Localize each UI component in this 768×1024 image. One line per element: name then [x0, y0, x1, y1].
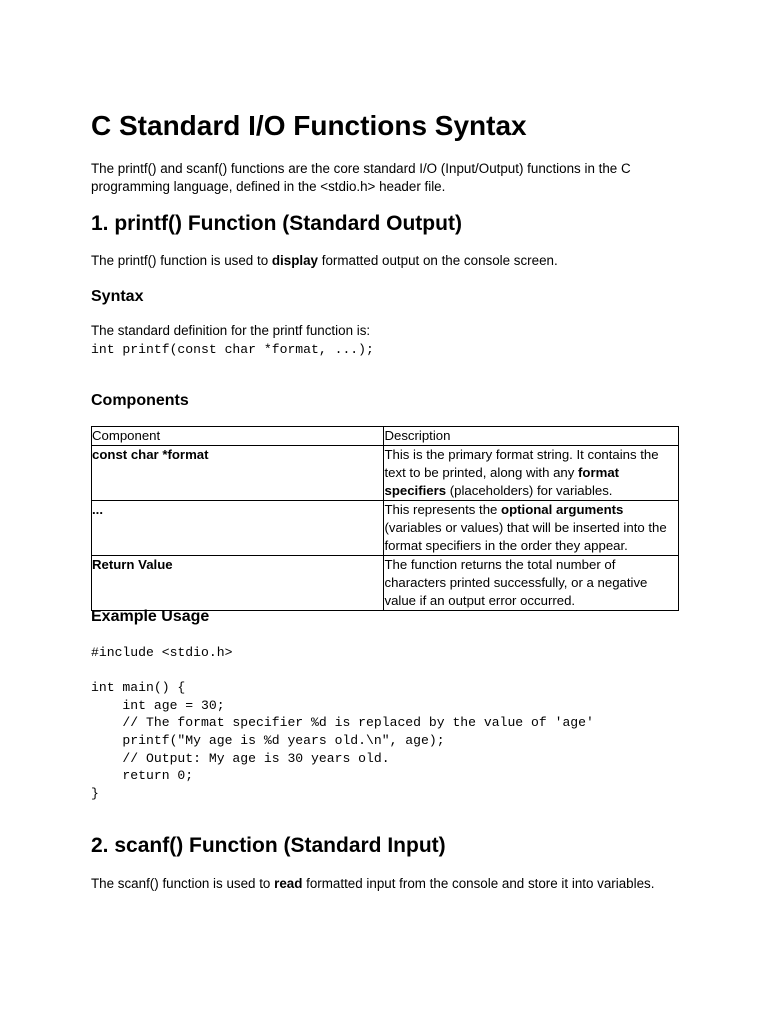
- section2-heading: 2. scanf() Function (Standard Input): [91, 834, 446, 857]
- section2-description: [91, 875, 681, 893]
- table-cell-component: [92, 501, 384, 556]
- example-code-block: #include <stdio.h> int main() { int age = 30; // The format specifier %d is replaced by the value of 'age' printf("My age is %d years old.\n", age); // Output: My age is 30 years old. return 0; }: [91, 645, 594, 801]
- syntax-text: The standard definition for the printf function is:: [91, 323, 371, 338]
- table-row: [92, 446, 679, 501]
- desc-bold: read: [274, 876, 303, 891]
- desc-bold: optional arguments: [501, 502, 624, 517]
- table-cell-description: [384, 501, 679, 556]
- desc-text: formatted output on the console screen.: [318, 253, 558, 268]
- desc-text: The function returns the total number of characters printed successfully, or a negative value if an output error occurred.: [384, 557, 648, 608]
- table-cell-description: [384, 446, 679, 501]
- components-heading: Components: [91, 392, 189, 409]
- page-title: C Standard I/O Functions Syntax: [91, 110, 527, 141]
- desc-text: This is the primary format string. It contains the text to be printed, along with any: [384, 447, 659, 480]
- syntax-heading: Syntax: [91, 288, 144, 305]
- example-heading: Example Usage: [91, 608, 210, 625]
- section1-heading: 1. printf() Function (Standard Output): [91, 212, 462, 235]
- table-cell-component: [92, 556, 384, 611]
- table-header-cell: Component: [92, 427, 384, 446]
- desc-text: The scanf() function is used to: [91, 876, 275, 891]
- syntax-code: int printf(const char *format, ...);: [91, 342, 374, 357]
- component-name: ...: [92, 502, 103, 517]
- intro-paragraph: The printf() and scanf() functions are the core standard I/O (Input/Output) functions in the C programming language, defined in the <stdio.h> header file.: [91, 161, 631, 194]
- desc-text: formatted input from the console and store it into variables.: [302, 876, 655, 891]
- table-header-row: [92, 427, 679, 446]
- component-name: Return Value: [92, 557, 173, 572]
- table-row: [92, 501, 679, 556]
- desc-text: (variables or values) that will be inserted into the format specifiers in the order they appear.: [384, 520, 667, 553]
- table-header-cell: Description: [384, 427, 679, 446]
- desc-text: This represents the: [384, 502, 502, 517]
- section1-description: [91, 252, 681, 270]
- desc-text: (placeholders) for variables.: [446, 483, 613, 498]
- component-name: const char *format: [92, 447, 209, 462]
- desc-text: The printf() function is used to: [91, 253, 272, 268]
- desc-bold: display: [271, 253, 319, 268]
- desc-bold: format specifiers: [384, 465, 620, 498]
- table-row: [92, 556, 679, 611]
- components-table: [91, 426, 679, 611]
- table-cell-description: [384, 556, 679, 611]
- table-cell-component: [92, 446, 384, 501]
